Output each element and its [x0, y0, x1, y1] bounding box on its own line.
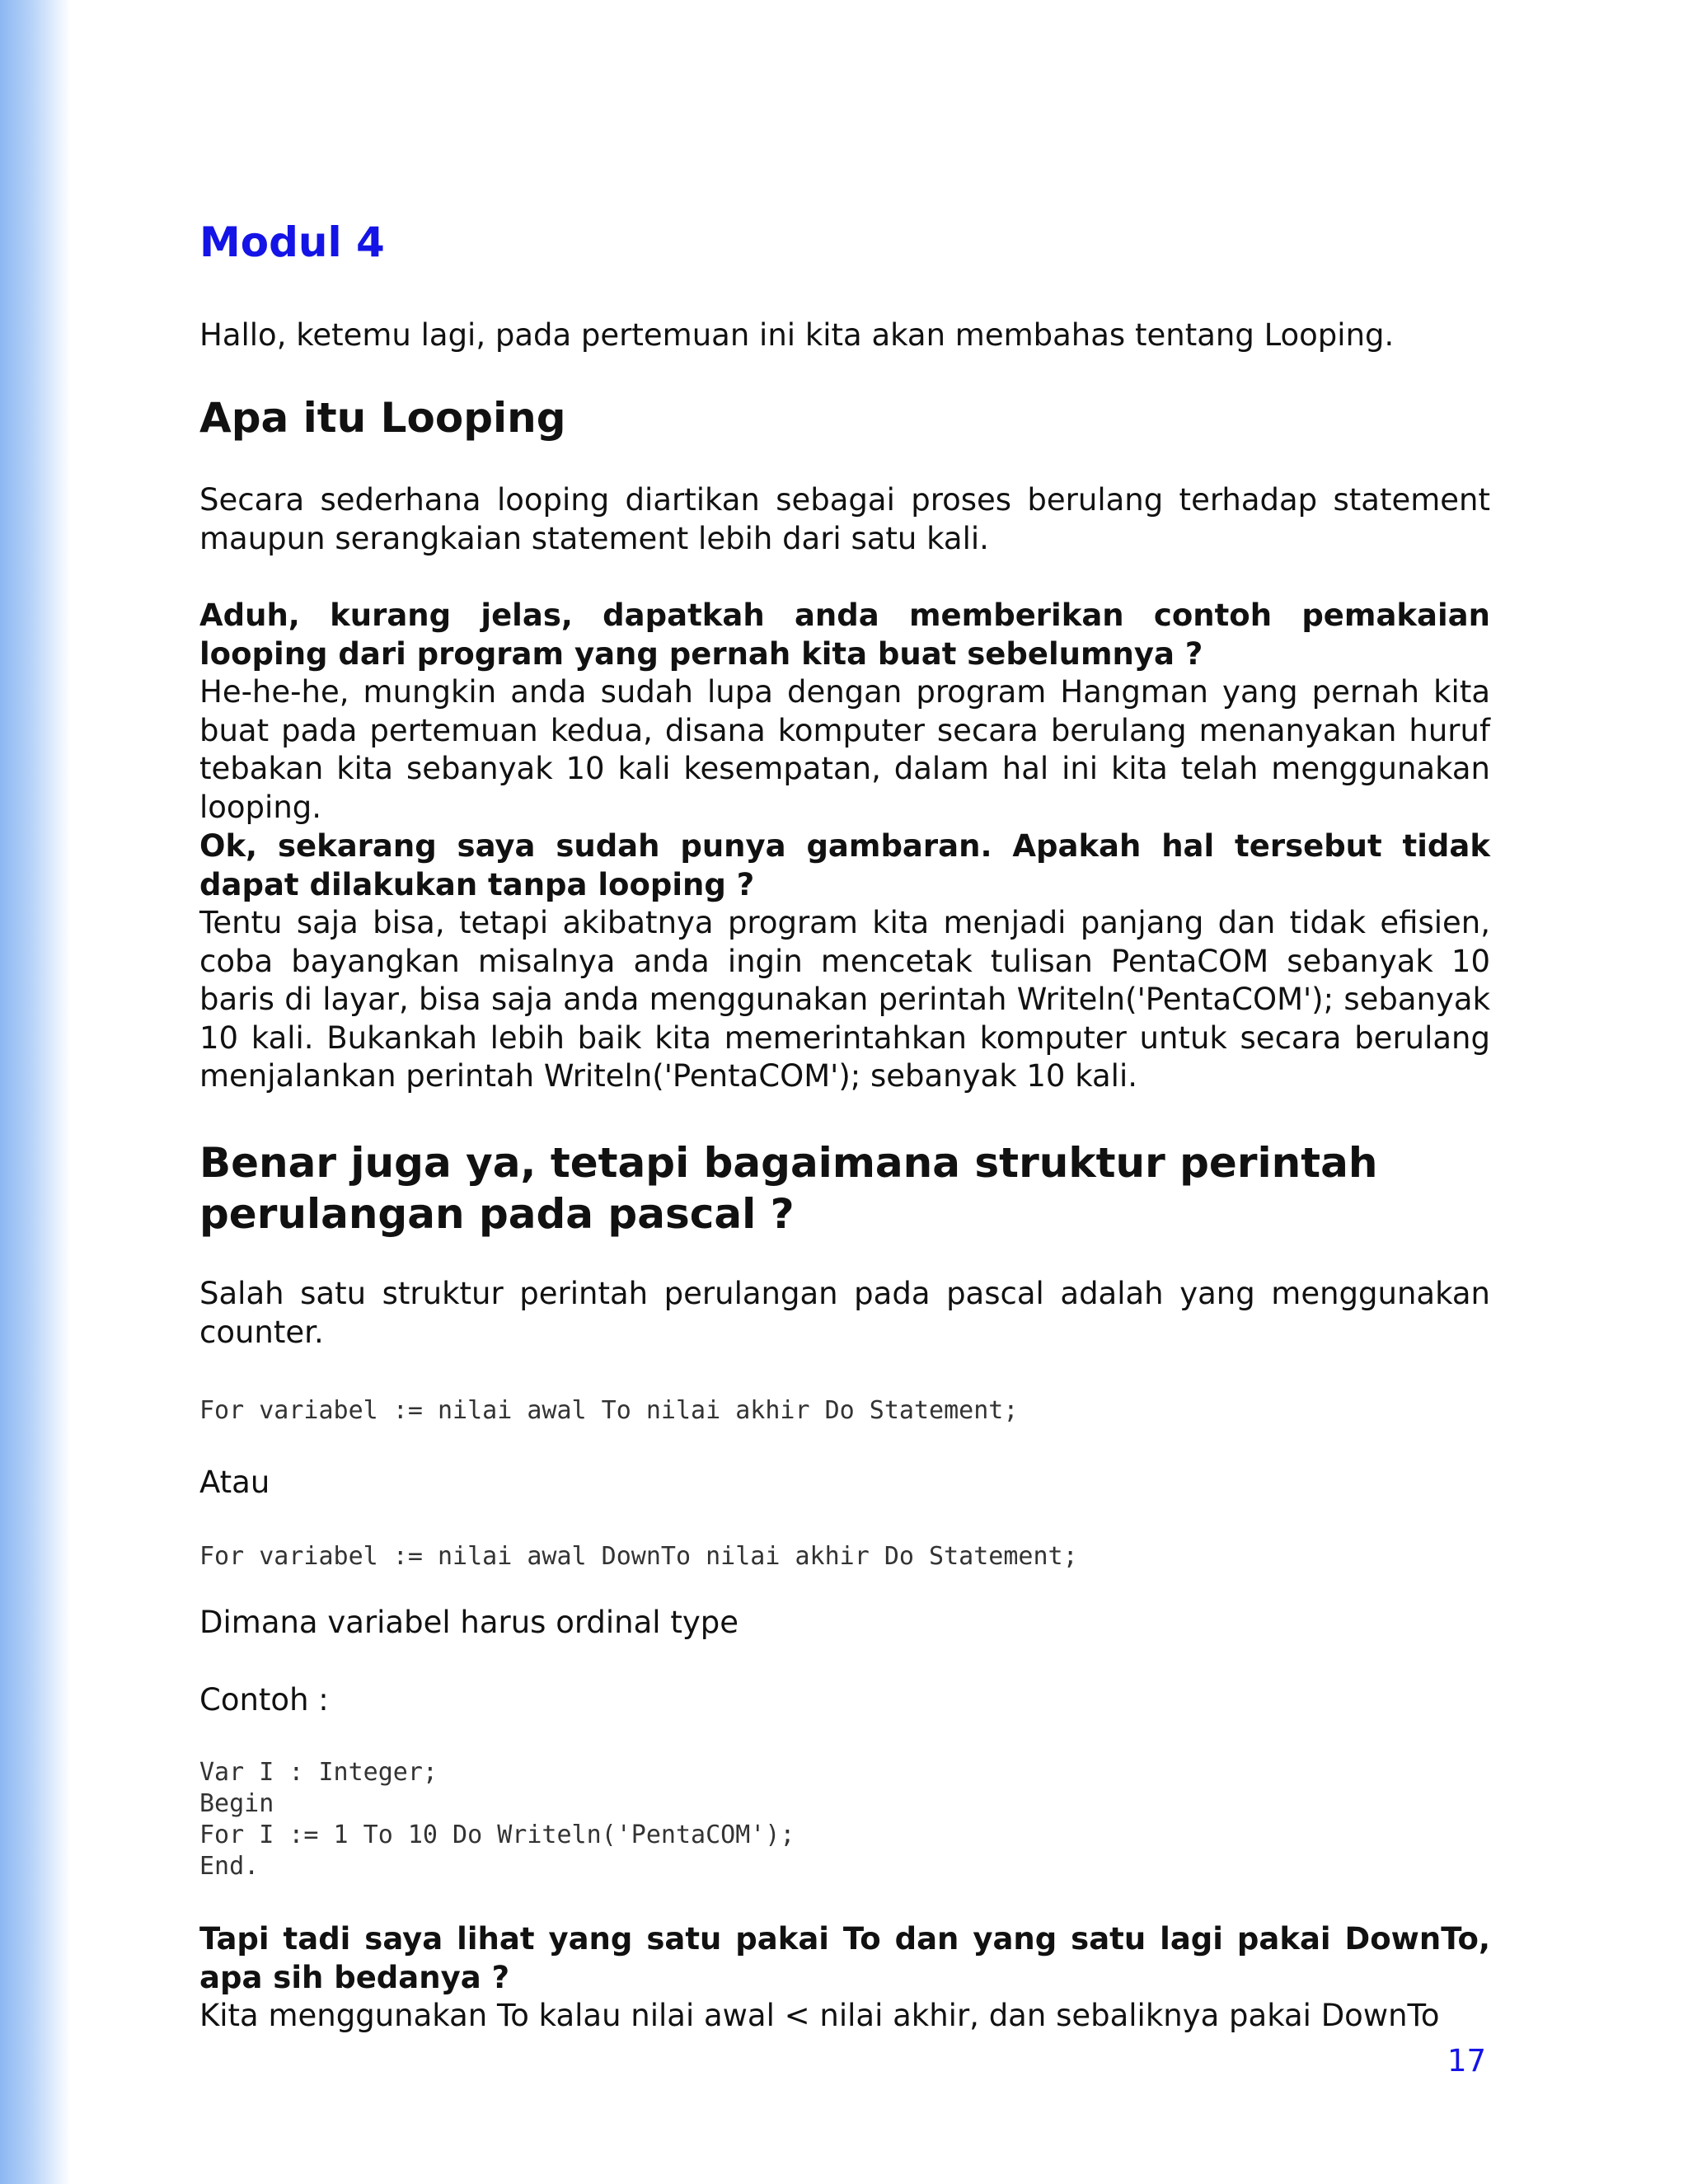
heading-apa-itu-looping: Apa itu Looping — [199, 394, 566, 442]
heading-struktur-perulangan: Benar juga ya, tetapi bagaimana struktur perintah perulangan pada pascal ? — [199, 1139, 1378, 1238]
answer-3: Kita menggunakan To kalau nilai awal < nilai akhir, dan sebaliknya pakai DownTo — [199, 1998, 1440, 2033]
answer-2: Tentu saja bisa, tetapi akibatnya program kita menjadi panjang dan tidak efisien, coba bayangkan misalnya anda ingin mencetak tulisan PentaCOM sebanyak 10 baris di layar, bisa saja anda menggunakan perintah Writeln('PentaCOM'); sebanyak 10 kali. Bukankah lebih baik kita memerintahkan komputer untuk secara berulang menjalankan perintah Writeln('PentaCOM'); sebanyak 10 kali. — [199, 905, 1490, 1094]
question-1: Aduh, kurang jelas, dapatkah anda memberikan contoh pemakaian looping dari program yang pernah kita buat sebelumnya ? — [199, 598, 1490, 672]
definition-paragraph: Secara sederhana looping diartikan sebagai proses berulang terhadap statement maupun serangkaian statement lebih dari satu kali. — [199, 482, 1490, 556]
page-side-gradient — [0, 0, 71, 2184]
code-example: Var I : Integer; Begin For I := 1 To 10 Do Writeln('PentaCOM'); End. — [199, 1758, 795, 1881]
contoh-label: Contoh : — [199, 1682, 329, 1718]
module-title: Modul 4 — [199, 218, 385, 266]
page-number: 17 — [1447, 2043, 1487, 2079]
question-3: Tapi tadi saya lihat yang satu pakai To dan yang satu lagi pakai DownTo, apa sih bedanya ? — [199, 1921, 1490, 1995]
question-2: Ok, sekarang saya sudah punya gambaran. Apakah hal tersebut tidak dapat dilakukan tanpa looping ? — [199, 828, 1490, 902]
atau-label: Atau — [199, 1465, 270, 1500]
intro-paragraph: Hallo, ketemu lagi, pada pertemuan ini kita akan membahas tentang Looping. — [199, 317, 1395, 353]
code-for-to: For variabel := nilai awal To nilai akhir Do Statement; — [199, 1396, 1019, 1425]
struktur-paragraph: Salah satu struktur perintah perulangan pada pascal adalah yang menggunakan counter. — [199, 1276, 1490, 1350]
ordinal-note: Dimana variabel harus ordinal type — [199, 1605, 739, 1640]
code-for-downto: For variabel := nilai awal DownTo nilai akhir Do Statement; — [199, 1542, 1078, 1571]
answer-1: He-he-he, mungkin anda sudah lupa dengan program Hangman yang pernah kita buat pada pertemuan kedua, disana komputer secara berulang menanyakan huruf tebakan kita sebanyak 10 kali kesempatan, dalam hal ini kita telah menggunakan looping. — [199, 674, 1490, 825]
